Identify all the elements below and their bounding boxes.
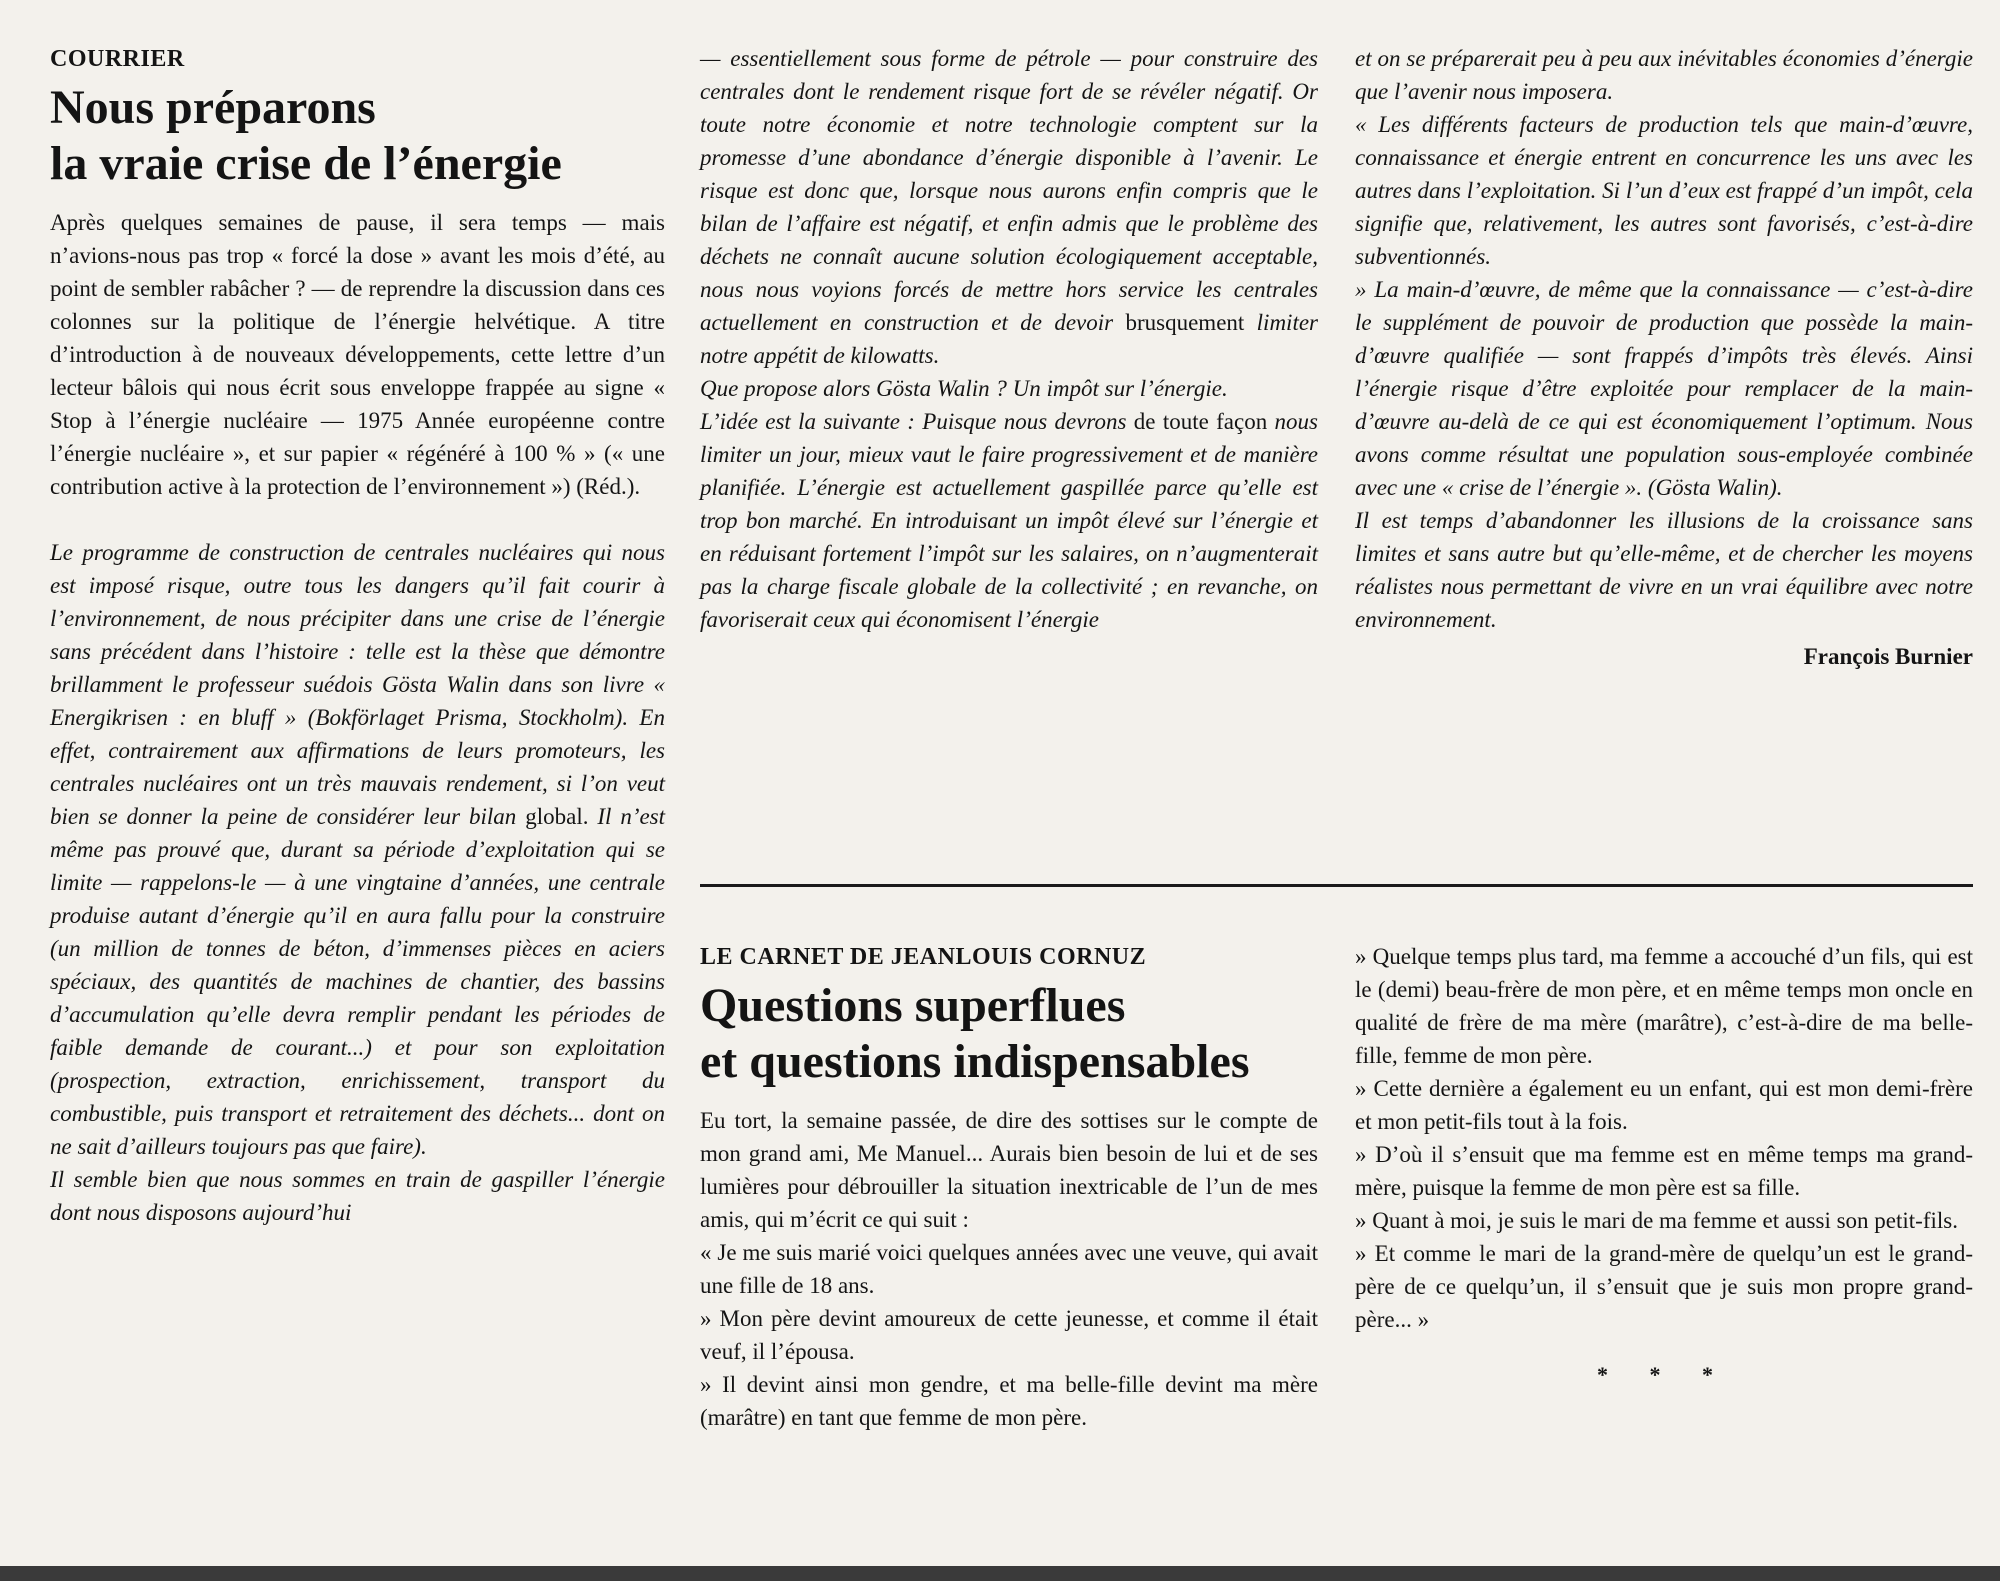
page-bottom-edge	[0, 1566, 2000, 1581]
letter-text: limiter notre appétit de kilowatts.	[700, 310, 1319, 368]
carnet-column-2	[1355, 940, 1973, 1391]
carnet-paragraph: » Il devint ainsi mon gendre, et ma belle-fille devint ma mère (marâtre) en tant que femme de mon père.	[700, 1372, 1318, 1430]
letter-text: nous limiter un jour, mieux vaut le faire progressivement et de manière planifiée. L’énergie est actuellement gaspillée parce qu’elle est trop bon marché. En introduisant un impôt élevé sur l’énergie et en réduisant fortement l’impôt sur les salaires, on n’augmenterait pas la charge fiscale globale de la collectivité ; en revanche, on favoriserait ceux qui économisent l’énergie	[700, 409, 1318, 632]
section-rubric: LE CARNET DE JEANLOUIS CORNUZ	[700, 944, 1147, 970]
letter-text: global.	[525, 804, 589, 829]
letter-column-2	[700, 42, 1318, 636]
section-divider	[700, 884, 1973, 887]
carnet-paragraph: » Quant à moi, je suis le mari de ma femme et aussi son petit-fils.	[1355, 1208, 1958, 1233]
letter-text: Le programme de construction de centrales nucléaires qui nous est imposé risque, outre tous les dangers qu’il fait courir à l’environnement, de nous précipiter dans une crise de l’énergie sans précédent dans l’histoire : telle est la thèse que démontre brillamment le professeur suédois Gösta Walin dans son livre « Energikrisen : en bluff » (Bokförlaget Prisma, Stockholm). En effet, contrairement aux affirmations de leurs promoteurs, les centrales nucléaires ont un très mauvais rendement, si l’on veut bien se donner la peine de considérer leur bilan	[50, 540, 665, 829]
letter-text: de toute façon	[1133, 409, 1268, 434]
letter-text: Il n’est même pas prouvé que, durant sa période d’exploitation qui se limite — rappelons-le — à une vingtaine d’années, une centrale produise autant d’énergie qu’il en aura fallu pour la construire (un million de tonnes de béton, d’immenses pièces en aciers spéciaux, des quantités de machines de chantier, des bassins d’accumulation qu’elle devra remplir pendant les périodes de faible demande de courant...) et pour son exploitation (prospection, extraction, enrichissement, transport du combustible, puis transport et retraitement des déchets... dont on ne sait d’ailleurs toujours pas que faire).	[50, 804, 666, 1159]
letter-paragraph: Que propose alors Gösta Walin ? Un impôt sur l’énergie.	[700, 376, 1228, 401]
carnet-paragraph: » Mon père devint amoureux de cette jeunesse, et comme il était veuf, il l’épousa.	[700, 1306, 1318, 1364]
article-title-line-1: Nous préparons	[50, 81, 376, 134]
article-title	[700, 978, 1318, 1090]
letter-text: brusquement	[1125, 310, 1245, 335]
carnet-paragraph: » Cette dernière a également eu un enfant, qui est mon demi-frère et mon petit-fils tout à la fois.	[1355, 1076, 1973, 1134]
letter-paragraph: et on se préparerait peu à peu aux inévitables économies d’énergie que l’avenir nous imposera.	[1355, 46, 1973, 104]
letter-paragraph: Il semble bien que nous sommes en train de gaspiller l’énergie dont nous disposons aujourd’hui	[50, 1167, 665, 1225]
letter-paragraph	[700, 405, 1318, 636]
article-title	[50, 80, 665, 192]
section-rubric: COURRIER	[50, 46, 185, 72]
carnet-paragraph: « Je me suis marié voici quelques années avec une veuve, qui avait une fille de 18 ans.	[700, 1240, 1318, 1298]
article-title-line-1: Questions superflues	[700, 979, 1126, 1032]
carnet-paragraph: » D’où il s’ensuit que ma femme est en même temps ma grand-mère, puisque la femme de mon père est sa fille.	[1355, 1142, 1973, 1200]
carnet-column-1	[700, 940, 1318, 1434]
article-title-line-2: et questions indispensables	[700, 1035, 1250, 1088]
editorial-intro: Après quelques semaines de pause, il sera temps — mais n’avions-nous pas trop « forcé la dose » avant les mois d’été, au point de sembler rabâcher ? — de reprendre la discussion dans ces colonnes sur la politique de l’énergie helvétique. A titre d’introduction à de nouveaux développements, cette lettre d’un lecteur bâlois qui nous écrit sous enveloppe frappée au signe « Stop à l’énergie nucléaire — 1975 Année européenne contre l’énergie nucléaire », et sur papier « régénéré à 100 % » (« une contribution active à la protection de l’environnement ») (Réd.).	[50, 210, 665, 499]
letter-column-3	[1355, 42, 1973, 673]
carnet-paragraph: » Et comme le mari de la grand-mère de quelqu’un est le grand-père de ce quelqu’un, il s’ensuit que je suis mon propre grand-père... »	[1355, 1241, 1973, 1332]
letter-text: — essentiellement sous forme de pétrole — pour construire des centrales dont le rendement risque fort de se révéler négatif. Or toute notre économie et notre technologie comptent sur la promesse d’une abondance d’énergie disponible à l’avenir. Le risque est donc que, lorsque nous aurons enfin compris que le bilan de l’affaire est négatif, et enfin admis que le problème des déchets ne connaît aucune solution écologiquement acceptable, nous nous voyions forcés de mettre hors service les centrales actuellement en construction et de devoir	[700, 46, 1318, 335]
letter-paragraph	[700, 42, 1318, 372]
letter-paragraph	[50, 536, 665, 1163]
author-signature: François Burnier	[1803, 644, 1973, 669]
carnet-paragraph: Eu tort, la semaine passée, de dire des sottises sur le compte de mon grand ami, Me Manuel... Aurais bien besoin de lui et de ses lumières pour débrouiller la situation inextricable de l’un de mes amis, qui m’écrit ce qui suit :	[700, 1108, 1318, 1232]
letter-paragraph: Il est temps d’abandonner les illusions de la croissance sans limites et sans autre but qu’elle-même, et de chercher les moyens réalistes nous permettant de vivre en un vrai équilibre avec notre environnement.	[1355, 508, 1973, 632]
section-end-asterisks: * * *	[1597, 1362, 1731, 1387]
carnet-paragraph: » Quelque temps plus tard, ma femme a accouché d’un fils, qui est le (demi) beau-frère de mon père, et en même temps mon oncle en qualité de frère de ma mère (marâtre), c’est-à-dire de ma belle-fille, femme de mon père.	[1355, 944, 1973, 1068]
letter-column-1	[50, 42, 665, 1229]
article-title-line-2: la vraie crise de l’énergie	[50, 137, 562, 190]
letter-paragraph: » La main-d’œuvre, de même que la connaissance — c’est-à-dire le supplément de pouvoir de production que possède la main-d’œuvre qualifiée — sont frappés d’impôts très élevés. Ainsi l’énergie risque d’être exploitée pour remplacer de la main-d’œuvre au-delà de ce qui est économiquement l’optimum. Nous avons comme résultat une population sous-employée combinée avec une « crise de l’énergie ». (Gösta Walin).	[1355, 277, 1973, 500]
letter-paragraph: « Les différents facteurs de production tels que main-d’œuvre, connaissance et énergie entrent en concurrence les uns avec les autres dans l’exploitation. Si l’un d’eux est frappé d’un impôt, cela signifie que, relativement, les autres sont favorisés, c’est-à-dire subventionnés.	[1355, 112, 1973, 269]
letter-text: L’idée est la suivante : Puisque nous devrons	[700, 409, 1127, 434]
